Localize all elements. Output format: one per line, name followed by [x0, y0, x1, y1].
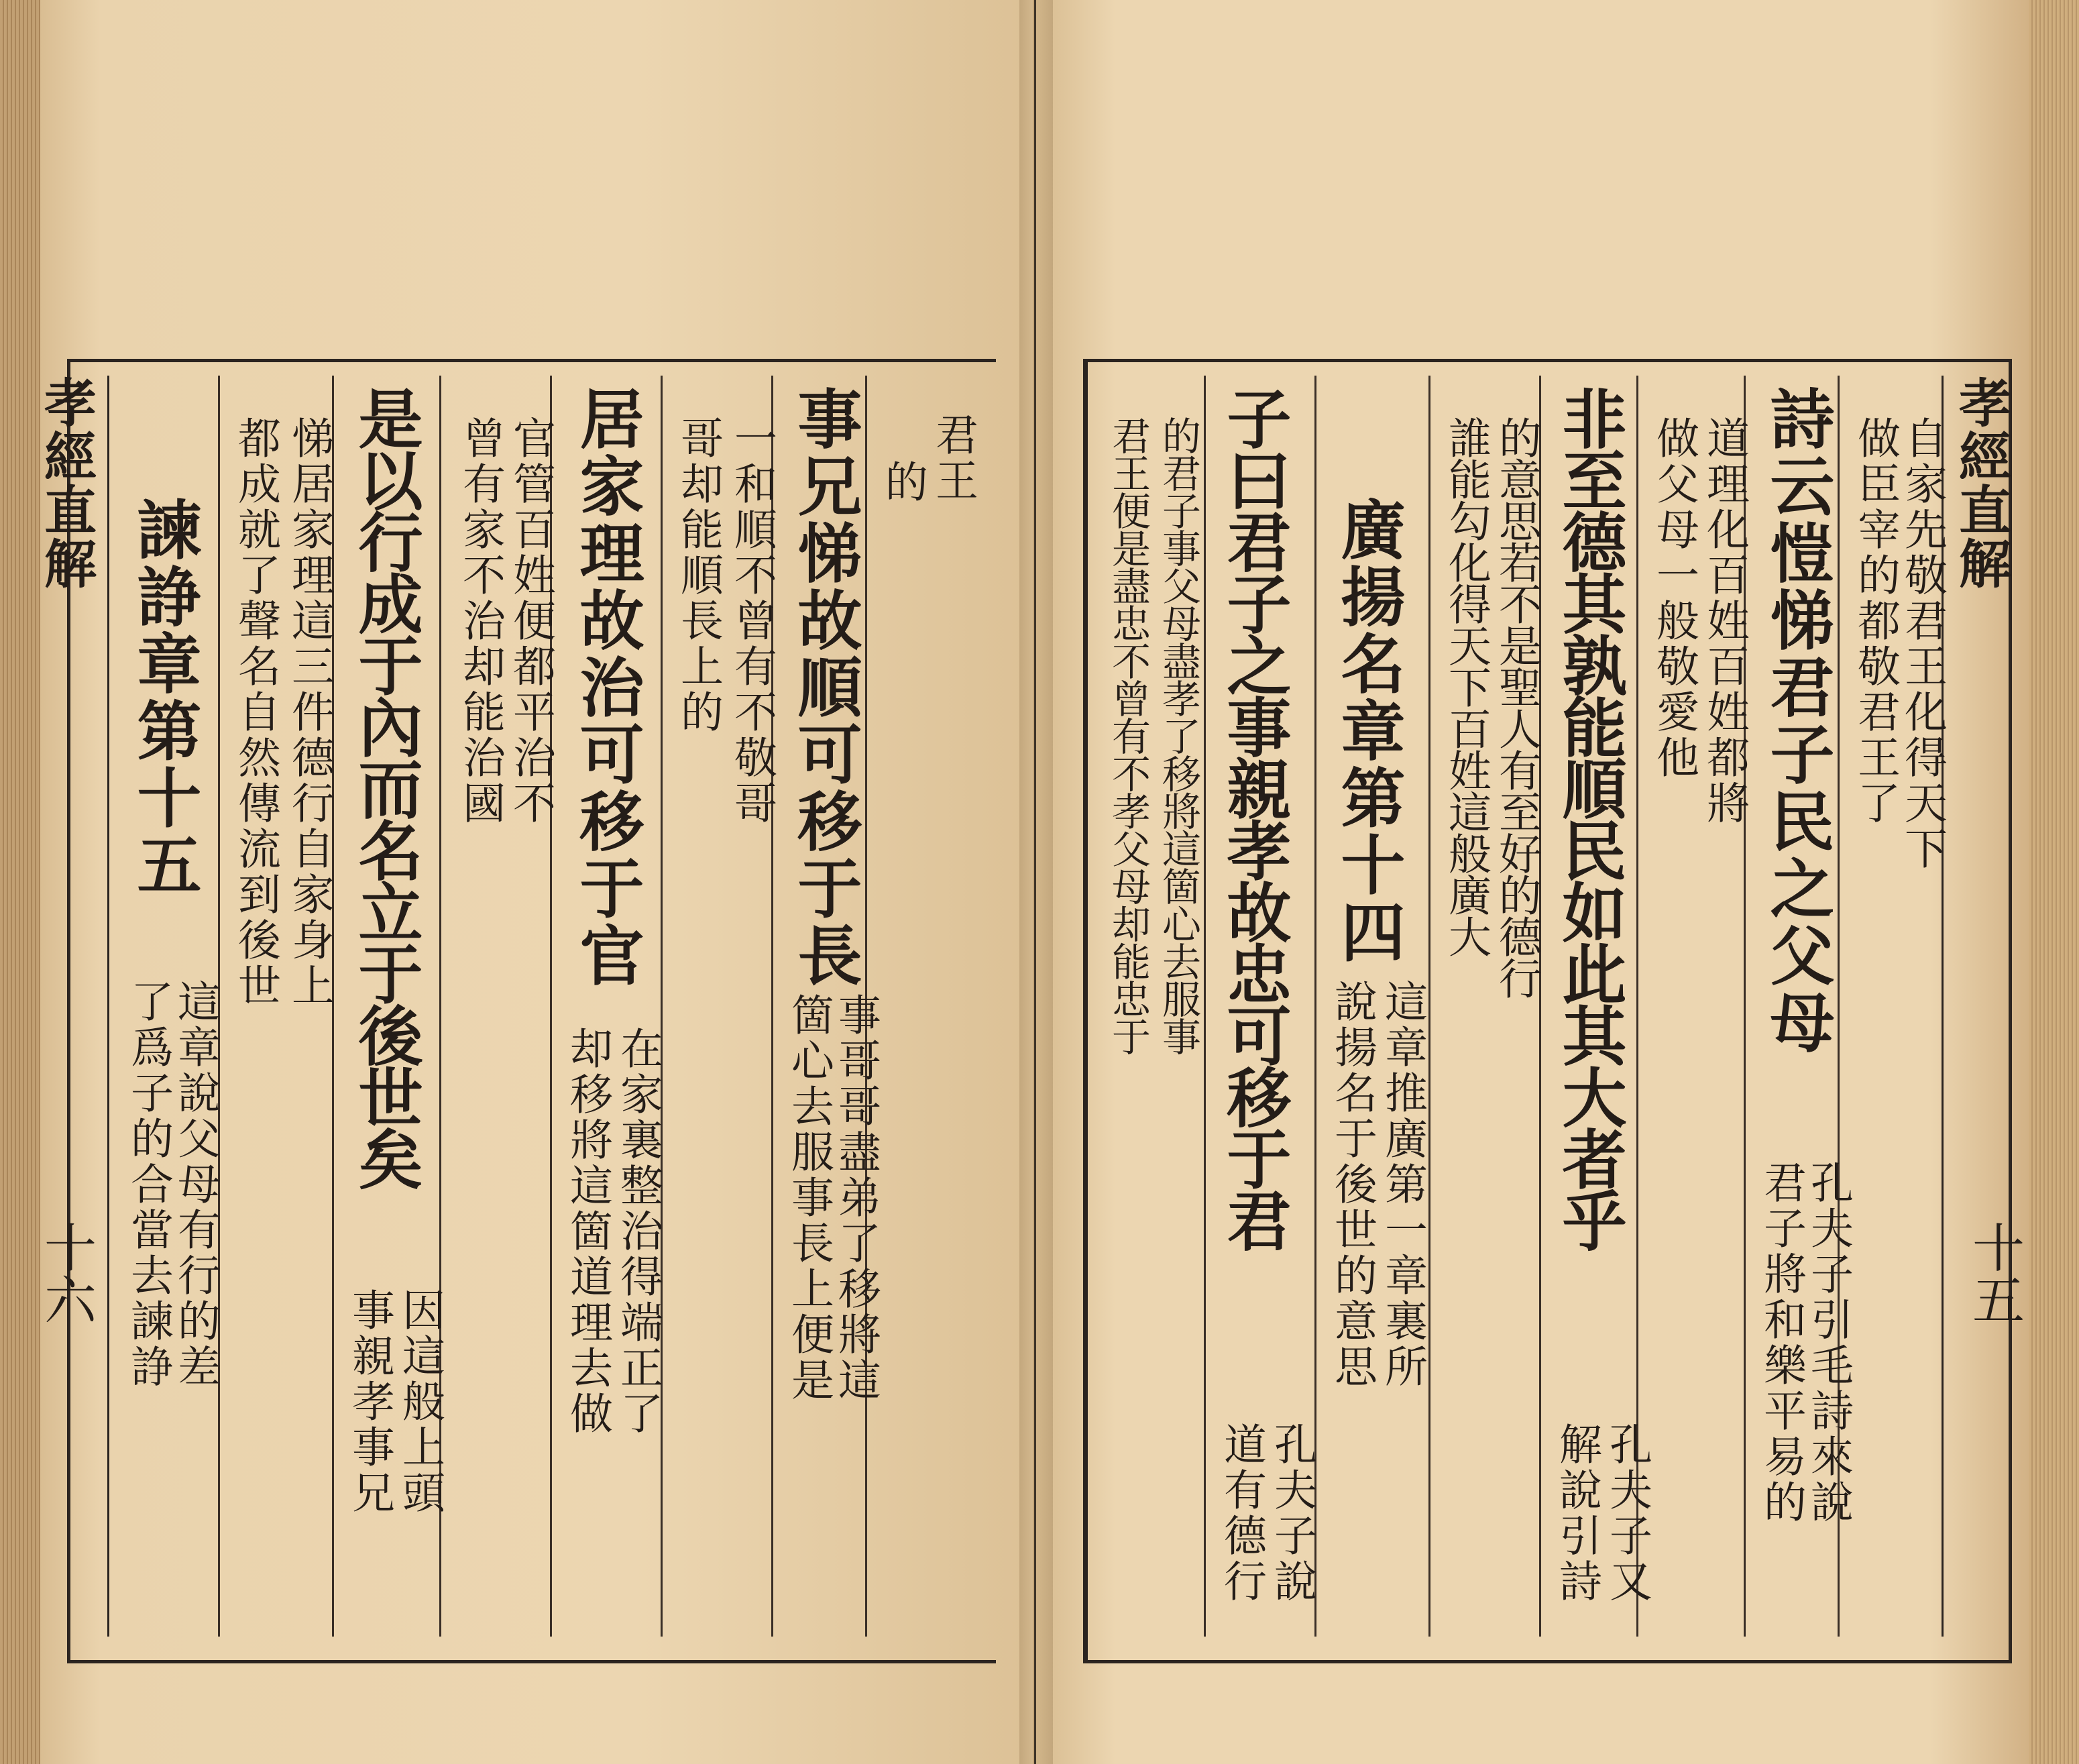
right-col3-note-left: 解說引詩 — [1552, 1422, 1602, 1604]
left-col1-note-right: 事哥哥盡弟了移將這 — [831, 993, 881, 1403]
left-col4-note-right: 官管百姓便都平治不 — [506, 416, 555, 826]
right-col7-note-right: 的君子事父母盡孝了移將這箇心去服事 — [1156, 416, 1201, 1054]
left-col5-text: 是以行成于內而名立于後世矣 — [348, 386, 424, 1188]
left-divider-3 — [661, 376, 663, 1637]
right-col5-text: 廣揚名章第十四 — [1331, 496, 1406, 966]
book-spine — [1019, 0, 1053, 1764]
right-col1-note-right: 孔夫子引毛詩來說 — [1803, 1160, 1853, 1525]
left-col5-note-right: 因這般上頭 — [395, 1288, 445, 1516]
left-col0-note-left: 的 — [878, 459, 928, 505]
right-col6-text: 子曰君子之事親孝故忠可移于君 — [1217, 386, 1292, 1250]
left-col3-note-left: 却移將這箇道理去做 — [563, 1026, 612, 1437]
right-col6-note-right: 孔夫子說 — [1267, 1422, 1316, 1604]
right-col5-note-left: 說揚名于後世的意思 — [1327, 979, 1377, 1390]
right-col7-note-left: 君王便是盡忠不曾有不孝父母却能忠于 — [1105, 416, 1151, 1054]
right-col2-note-right: 道理化百姓百姓都將 — [1699, 416, 1749, 826]
right-col3-note-right: 孔夫子又 — [1602, 1422, 1652, 1604]
left-col3-note-right: 在家裏整治得端正了 — [613, 1026, 663, 1437]
right-col3-text: 非至德其孰能順民如此其大者乎 — [1552, 386, 1628, 1250]
left-col2-note-left: 哥却能順長上的 — [673, 416, 723, 735]
right-col4-note-left: 誰能勾化得天下百姓這般廣大 — [1441, 416, 1491, 956]
left-col5-note-left: 事親孝事兄 — [345, 1288, 394, 1516]
left-col7-note-left: 了爲子的合當去諫諍 — [123, 979, 173, 1390]
left-col3-text: 居家理故治可移于官 — [569, 386, 645, 989]
book-edge-right — [2029, 0, 2079, 1764]
left-col1-note-left: 箇心去服事長上便是 — [784, 993, 834, 1403]
left-col6-note-right: 悌居家理這三件德行自家身上 — [284, 416, 334, 1009]
left-col7-text: 諫諍章第十五 — [127, 496, 203, 899]
right-col1-text: 詩云愷悌君子民之父母 — [1760, 386, 1836, 1056]
left-col4-note-left: 曾有家不治却能治國 — [455, 416, 505, 826]
book-edge-left — [0, 0, 40, 1764]
left-col2-note-right: 一和順不曾有不敬哥 — [727, 416, 777, 826]
right-divider-5 — [1428, 376, 1430, 1637]
left-margin-title: 孝經直解 — [36, 376, 97, 590]
right-col1-note-left: 君子將和樂平易的 — [1756, 1160, 1806, 1525]
right-col0-note-left: 做臣宰的都敬君王了 — [1850, 416, 1900, 826]
right-page-number: 十五 — [1964, 1221, 2024, 1325]
right-col5-note-right: 這章推廣第一章裏所 — [1378, 979, 1427, 1390]
left-page-number: 十六 — [36, 1221, 96, 1325]
right-col2-note-left: 做父母一般敬愛他 — [1649, 416, 1699, 781]
right-margin-title: 孝經直解 — [1950, 376, 2011, 590]
left-fold-rule — [107, 376, 109, 1637]
right-col4-note-right: 的意思若不是聖人有至好的德行 — [1492, 416, 1541, 998]
right-divider-7 — [1204, 376, 1206, 1637]
right-col0-note-right: 自家先敬君王化得天下 — [1897, 416, 1947, 872]
left-col1-text: 事兄悌故順可移于長 — [787, 386, 863, 989]
left-col7-note-right: 這章說父母有行的差 — [170, 979, 220, 1390]
left-col6-note-left: 都成就了聲名自然傳流到後世 — [231, 416, 280, 1009]
left-col0-note-right: 君王 — [928, 412, 978, 504]
right-col6-note-left: 道有德行 — [1217, 1422, 1266, 1604]
